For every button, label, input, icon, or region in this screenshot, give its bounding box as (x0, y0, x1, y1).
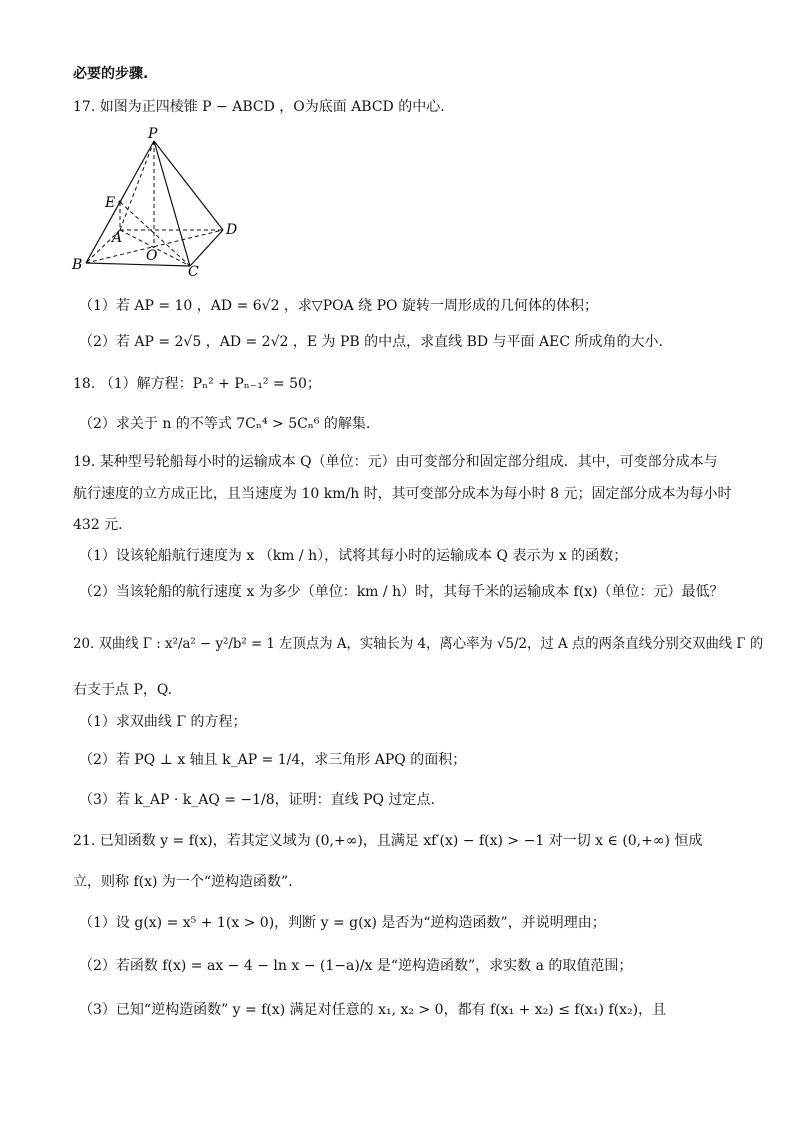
q20-part3: （3）若 k_AP · k_AQ = −1/8，证明：直线 PQ 过定点. (79, 792, 435, 808)
label-D: D (226, 222, 238, 238)
q21-stem-line2: 立，则称 f(x) 为一个“逆构造函数”. (73, 874, 293, 890)
q19-stem-line2: 航行速度的立方成正比，且当速度为 10 km/h 时，其可变部分成本为每小时 8 元；固定部分成本为每小时 (73, 486, 732, 502)
edge-PC (154, 141, 190, 266)
q20-part2: （2）若 PQ ⊥ x 轴且 k_AP = 1/4，求三角形 APQ 的面积； (79, 752, 467, 768)
label-C: C (188, 264, 199, 278)
q20-stem-line2: 右支于点 P，Q. (73, 682, 173, 698)
label-O: O (146, 248, 158, 264)
q17-part2: （2）若 AP = 2√5 ，AD = 2√2 ，E 为 PB 的中点，求直线 BD 与平面 AEC 所成角的大小. (79, 334, 663, 350)
label-A: A (112, 230, 123, 246)
edge-CD (190, 230, 223, 266)
q19-stem-line3: 432 元． (73, 517, 133, 533)
edge-BC (86, 263, 190, 266)
q21-part1: （1）设 g(x) = x⁵ + 1(x > 0)，判断 y = g(x) 是否为“逆构造函数”，并说明理由； (79, 915, 606, 931)
q21-stem-line1: 21. 已知函数 y = f(x)，若其定义域为 (0,+∞)，且满足 xf′(x) − f(x) > −1 对一切 x ∈ (0,+∞) 恒成 (73, 833, 703, 849)
q19-part2: （2）当该轮船的航行速度 x 为多少（单位：km / h）时，其每千米的运输成本 f(x)（单位：元）最低？ (79, 584, 724, 600)
q19-part1: （1）设该轮船航行速度为 x （km / h），试将其每小时的运输成本 Q 表示为 x 的函数； (79, 548, 628, 564)
edge-PA (120, 141, 154, 230)
pyramid-figure (60, 126, 260, 278)
label-P: P (148, 126, 158, 142)
q18-part2: （2）求关于 n 的不等式 7Cₙ⁴ > 5Cₙ⁶ 的解集. (79, 416, 371, 432)
q19-stem-line1: 19. 某种型号轮船每小时的运输成本 Q（单位：元）由可变部分和固定部分组成．其中，可变部分成本与 (73, 454, 718, 470)
q21-part3: （3）已知“逆构造函数” y = f(x) 满足对任意的 x₁, x₂ > 0，都有 f(x₁ + x₂) ≤ f(x₁) f(x₂)，且 (79, 1002, 667, 1018)
label-B: B (72, 257, 83, 273)
q17-stem: 17. 如图为正四棱锥 P − ABCD ，O为底面 ABCD 的中心. (73, 99, 445, 115)
q18-part1: 18. （1）解方程：Pₙ² + Pₙ₋₁² = 50； (73, 376, 321, 392)
edge-PD (154, 141, 223, 230)
label-E: E (105, 195, 116, 211)
steps-header: 必要的步骤. (73, 66, 149, 82)
q20-stem-line1: 20. 双曲线 Γ : x²/a² − y²/b² = 1 左顶点为 A，实轴长为 4，离心率为 √5/2，过 A 点的两条直线分别交双曲线 Γ 的 (73, 636, 764, 652)
q21-part2: （2）若函数 f(x) = ax − 4 − ln x − (1−a)/x 是“逆构造函数”，求实数 a 的取值范围； (79, 958, 633, 974)
q20-part1: （1）求双曲线 Γ 的方程； (79, 714, 247, 730)
q17-part1: （1）若 AP = 10 ，AD = 6√2 ，求▽POA 绕 PO 旋转一周形成的几何体的体积； (79, 298, 598, 314)
